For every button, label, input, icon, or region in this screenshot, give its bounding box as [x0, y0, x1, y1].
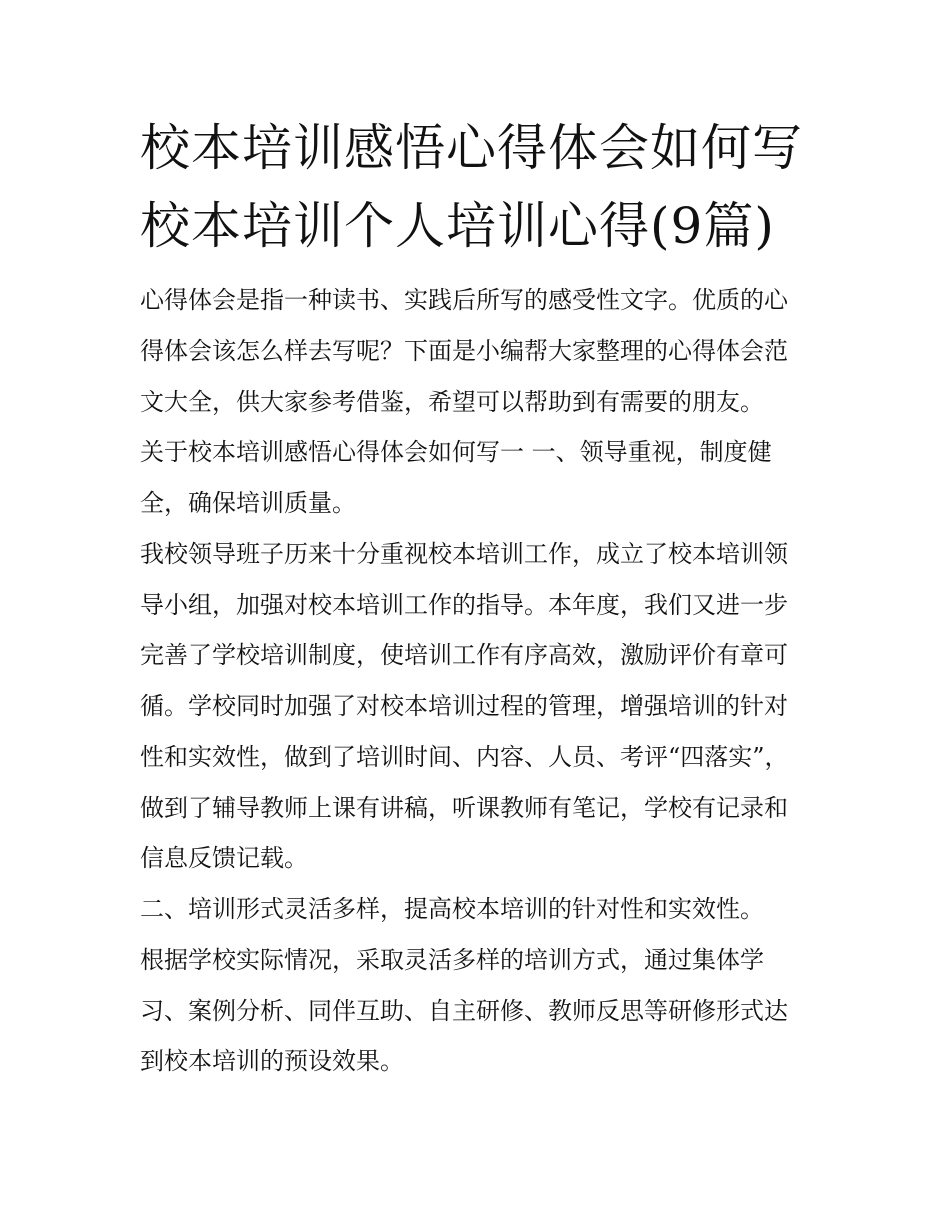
body-line: 循。学校同时加强了对校本培训过程的管理，增强培训的针对: [140, 692, 788, 720]
body-line: 做到了辅导教师上课有讲稿，听课教师有笔记，学校有记录和: [140, 794, 788, 822]
body-line: 导小组，加强对校本培训工作的指导。本年度，我们又进一步: [140, 591, 788, 619]
body-line: 根据学校实际情况，采取灵活多样的培训方式，通过集体学: [140, 946, 764, 974]
body-line: 心得体会是指一种读书、实践后所写的感受性文字。优质的心: [140, 286, 788, 314]
body-line: 文大全，供大家参考借鉴，希望可以帮助到有需要的朋友。: [140, 388, 764, 416]
page-title-line-1: 校本培训感悟心得体会如何写: [140, 119, 803, 177]
body-line: 全，确保培训质量。: [140, 489, 356, 517]
body-line: 到校本培训的预设效果。: [140, 1047, 404, 1075]
body-line: 习、案例分析、同伴互助、自主研修、教师反思等研修形式达: [140, 997, 788, 1025]
body-line: 二、培训形式灵活多样，提高校本培训的针对性和实效性。: [140, 895, 764, 923]
page-title-line-2: 校本培训个人培训心得(9篇): [140, 197, 775, 255]
body-line: 完善了学校培训制度，使培训工作有序高效，激励评价有章可: [140, 641, 788, 669]
body-line: 我校领导班子历来十分重视校本培训工作，成立了校本培训领: [140, 540, 788, 568]
body-line: 关于校本培训感悟心得体会如何写一 一、领导重视，制度健: [140, 438, 772, 466]
body-line: 信息反馈记载。: [140, 844, 308, 872]
body-line: 性和实效性，做到了培训时间、内容、人员、考评“四落实”，: [140, 743, 789, 771]
body-line: 得体会该怎么样去写呢？下面是小编帮大家整理的心得体会范: [140, 337, 788, 365]
